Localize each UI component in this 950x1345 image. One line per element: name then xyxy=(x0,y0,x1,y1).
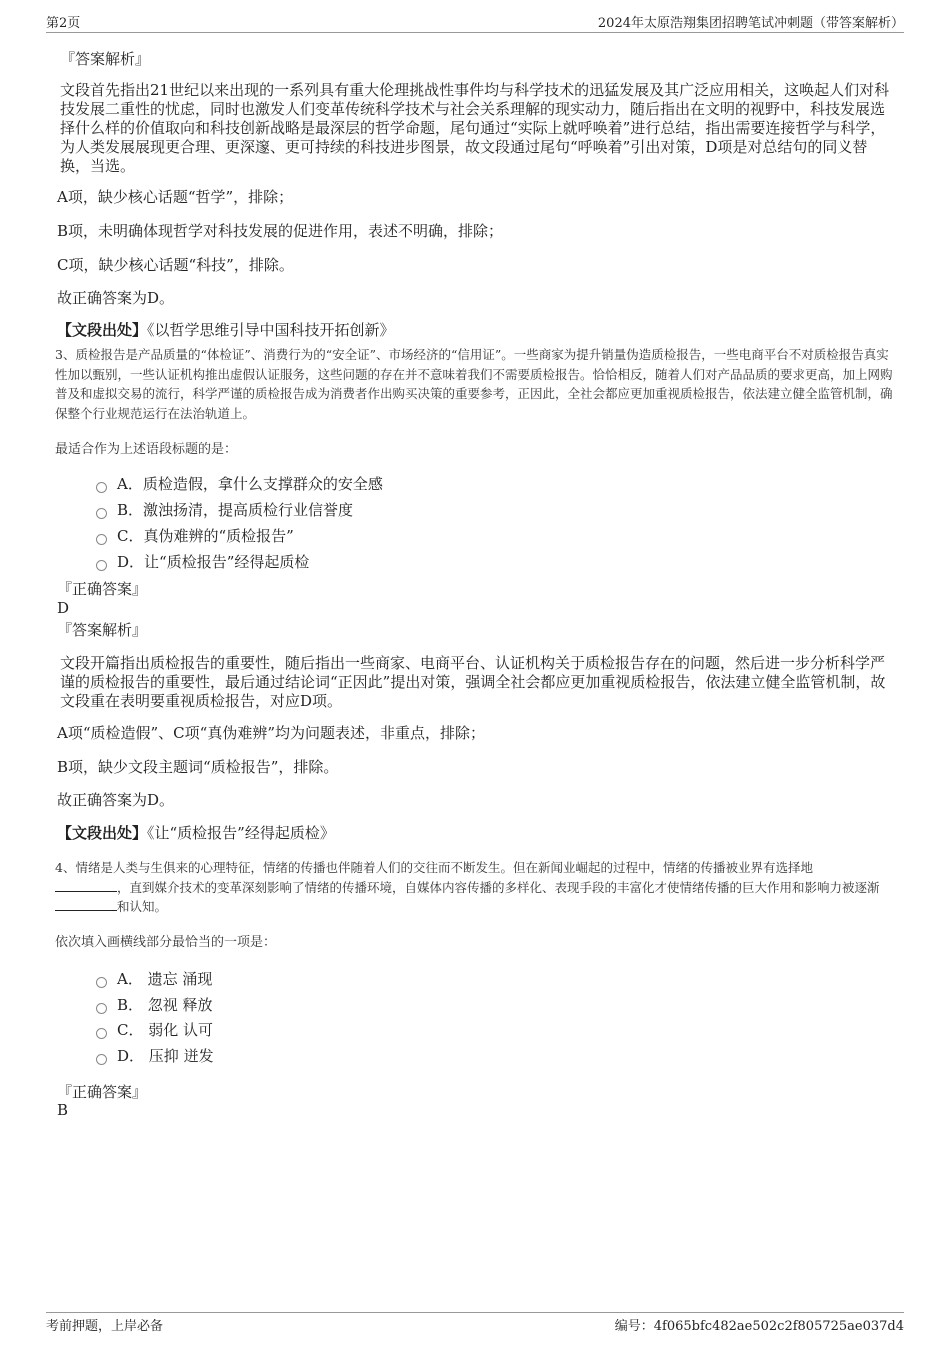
q2-source-label: 【文段出处】 xyxy=(57,321,148,339)
radio-icon[interactable] xyxy=(96,508,107,519)
q3-option-c-label: C．真伪难辨的“质检报告” xyxy=(117,527,294,545)
q4-option-a-label: A． 遗忘 涌现 xyxy=(117,970,213,988)
q3-answer-label: 『正确答案』 xyxy=(57,580,148,598)
radio-icon[interactable] xyxy=(96,1003,107,1014)
page-header xyxy=(46,12,904,33)
q4-option-b-label: B． 忽视 释放 xyxy=(117,996,213,1014)
q3-source xyxy=(57,824,335,843)
q4-option-c[interactable] xyxy=(96,1020,213,1040)
q4-option-a[interactable] xyxy=(96,969,212,989)
footer-serial: 编号：4f065bfc482ae502c2f805725ae037d4 xyxy=(614,1319,904,1334)
q3-option-c[interactable] xyxy=(96,526,294,546)
q3-conclusion: 故正确答案为D。 xyxy=(57,791,175,809)
q3-prompt: 最适合作为上述语段标题的是： xyxy=(55,442,238,457)
q2-option-b-exclude: B项，未明确体现哲学对科技发展的促进作用，表述不明确，排除； xyxy=(57,222,504,240)
footer-slogan: 考前押题，上岸必备 xyxy=(46,1319,164,1334)
q3-option-a-label: A．质检造假，拿什么支撑群众的安全感 xyxy=(117,475,383,493)
q3-option-d-label: D．让“质检报告”经得起质检 xyxy=(117,553,310,571)
document-title: 2024年太原浩翔集团招聘笔试冲刺题（带答案解析） xyxy=(597,16,904,31)
q3-answer: D xyxy=(57,599,70,617)
q4-option-d-label: D． 压抑 迸发 xyxy=(117,1047,214,1065)
q3-analysis-label: 『答案解析』 xyxy=(57,621,148,639)
q3-analysis-text: 文段开篇指出质检报告的重要性，随后指出一些商家、电商平台、认证机构关于质检报告存在的问题，然后进一步分析科学严谨的质检报告的重要性，最后通过结论词“正因此”提出对策，强调全社会都应更加重视质检报告，依法建立健全监管机制，故文段重在表明要重视质检报告，对应D项。 xyxy=(60,654,886,710)
radio-icon[interactable] xyxy=(96,1028,107,1039)
q4-stem-part2: ，直到媒介技术的变革深刻影响了情绪的传播环境，自媒体内容传播的多样化、表现手段的丰富化才使情绪传播的巨大作用和影响力被逐渐 xyxy=(117,879,880,895)
q4-blank-1 xyxy=(55,879,117,892)
q4-prompt: 依次填入画横线部分最恰当的一项是： xyxy=(55,935,277,950)
radio-icon[interactable] xyxy=(96,534,107,545)
q4-blank-2 xyxy=(55,898,117,911)
radio-icon[interactable] xyxy=(96,482,107,493)
q2-analysis-label: 『答案解析』 xyxy=(60,50,151,68)
radio-icon[interactable] xyxy=(96,560,107,571)
q2-option-c-exclude: C项，缺少核心话题“科技”，排除。 xyxy=(57,256,294,274)
radio-icon[interactable] xyxy=(96,1054,107,1065)
q3-options-ac-exclude: A项“质检造假”、C项“真伪难辨”均为问题表述，非重点，排除； xyxy=(57,724,485,742)
q4-stem-part3: 和认知。 xyxy=(117,899,168,914)
q3-option-a[interactable] xyxy=(96,474,383,494)
q3-option-b-exclude: B项，缺少文段主题词“质检报告”，排除。 xyxy=(57,758,339,776)
q4-option-d[interactable] xyxy=(96,1046,214,1066)
page-number: 第2页 xyxy=(46,16,81,31)
q3-option-b[interactable] xyxy=(96,500,353,520)
q3-option-d[interactable] xyxy=(96,552,309,572)
q4-answer-label: 『正确答案』 xyxy=(57,1083,148,1101)
q4-stem xyxy=(55,858,905,917)
radio-icon[interactable] xyxy=(96,977,107,988)
q3-option-b-label: B．激浊扬清，提高质检行业信誉度 xyxy=(117,501,354,519)
page-footer xyxy=(46,1312,904,1335)
q3-source-title: 《让“质检报告”经得起质检》 xyxy=(147,824,335,842)
q4-answer: B xyxy=(57,1101,69,1119)
q4-option-c-label: C． 弱化 认可 xyxy=(117,1021,214,1039)
q2-source-title: 《以哲学思维引导中国科技开拓创新》 xyxy=(147,321,395,339)
q2-source xyxy=(57,321,395,340)
q2-conclusion: 故正确答案为D。 xyxy=(57,289,175,307)
q3-stem: 3、质检报告是产品质量的“体检证”、消费行为的“安全证”、市场经济的“信用证”。一些商家为提升销量伪造质检报告，一些电商平台不对质检报告真实性加以甄别，一些认证机构推出虚假认证服务，这些问题的存在并不意味着我们不需要质检报告。恰恰相反，随着人们对产品品质的要求更高，加上网购普及和虚拟交易的流行，科学严谨的质检报告成为消费者作出购买决策的重要参考，正因此，全社会都应更加重视质检报告，依法建立健全监管机制，确保整个行业规范运行在法治轨道上。 xyxy=(55,347,893,421)
q2-option-a-exclude: A项，缺少核心话题“哲学”，排除； xyxy=(57,188,294,206)
q3-source-label: 【文段出处】 xyxy=(57,824,148,842)
q2-analysis-text: 文段首先指出21世纪以来出现的一系列具有重大伦理挑战性事件均与科学技术的迅猛发展及其广泛应用相关，这唤起人们对科技发展二重性的忧虑，同时也激发人们变革传统科学技术与社会关系理解的现实动力，随后指出在文明的视野中，科技发展选择什么样的价值取向和科技创新战略是最深层的哲学命题，尾句通过“实际上就呼唤着”进行总结，指出需要连接哲学与科学，为人类发展展现更合理、更深邃、更可持续的科技进步图景，故文段通过尾句“呼唤着”引出对策，D项是对总结句的同义替换，当选。 xyxy=(60,81,890,175)
q4-option-b[interactable] xyxy=(96,995,213,1015)
q4-stem-part1: 4、情绪是人类与生俱来的心理特征，情绪的传播也伴随着人们的交往而不断发生。但在新闻业崛起的过程中，情绪的传播被业界有选择地 xyxy=(55,860,813,875)
